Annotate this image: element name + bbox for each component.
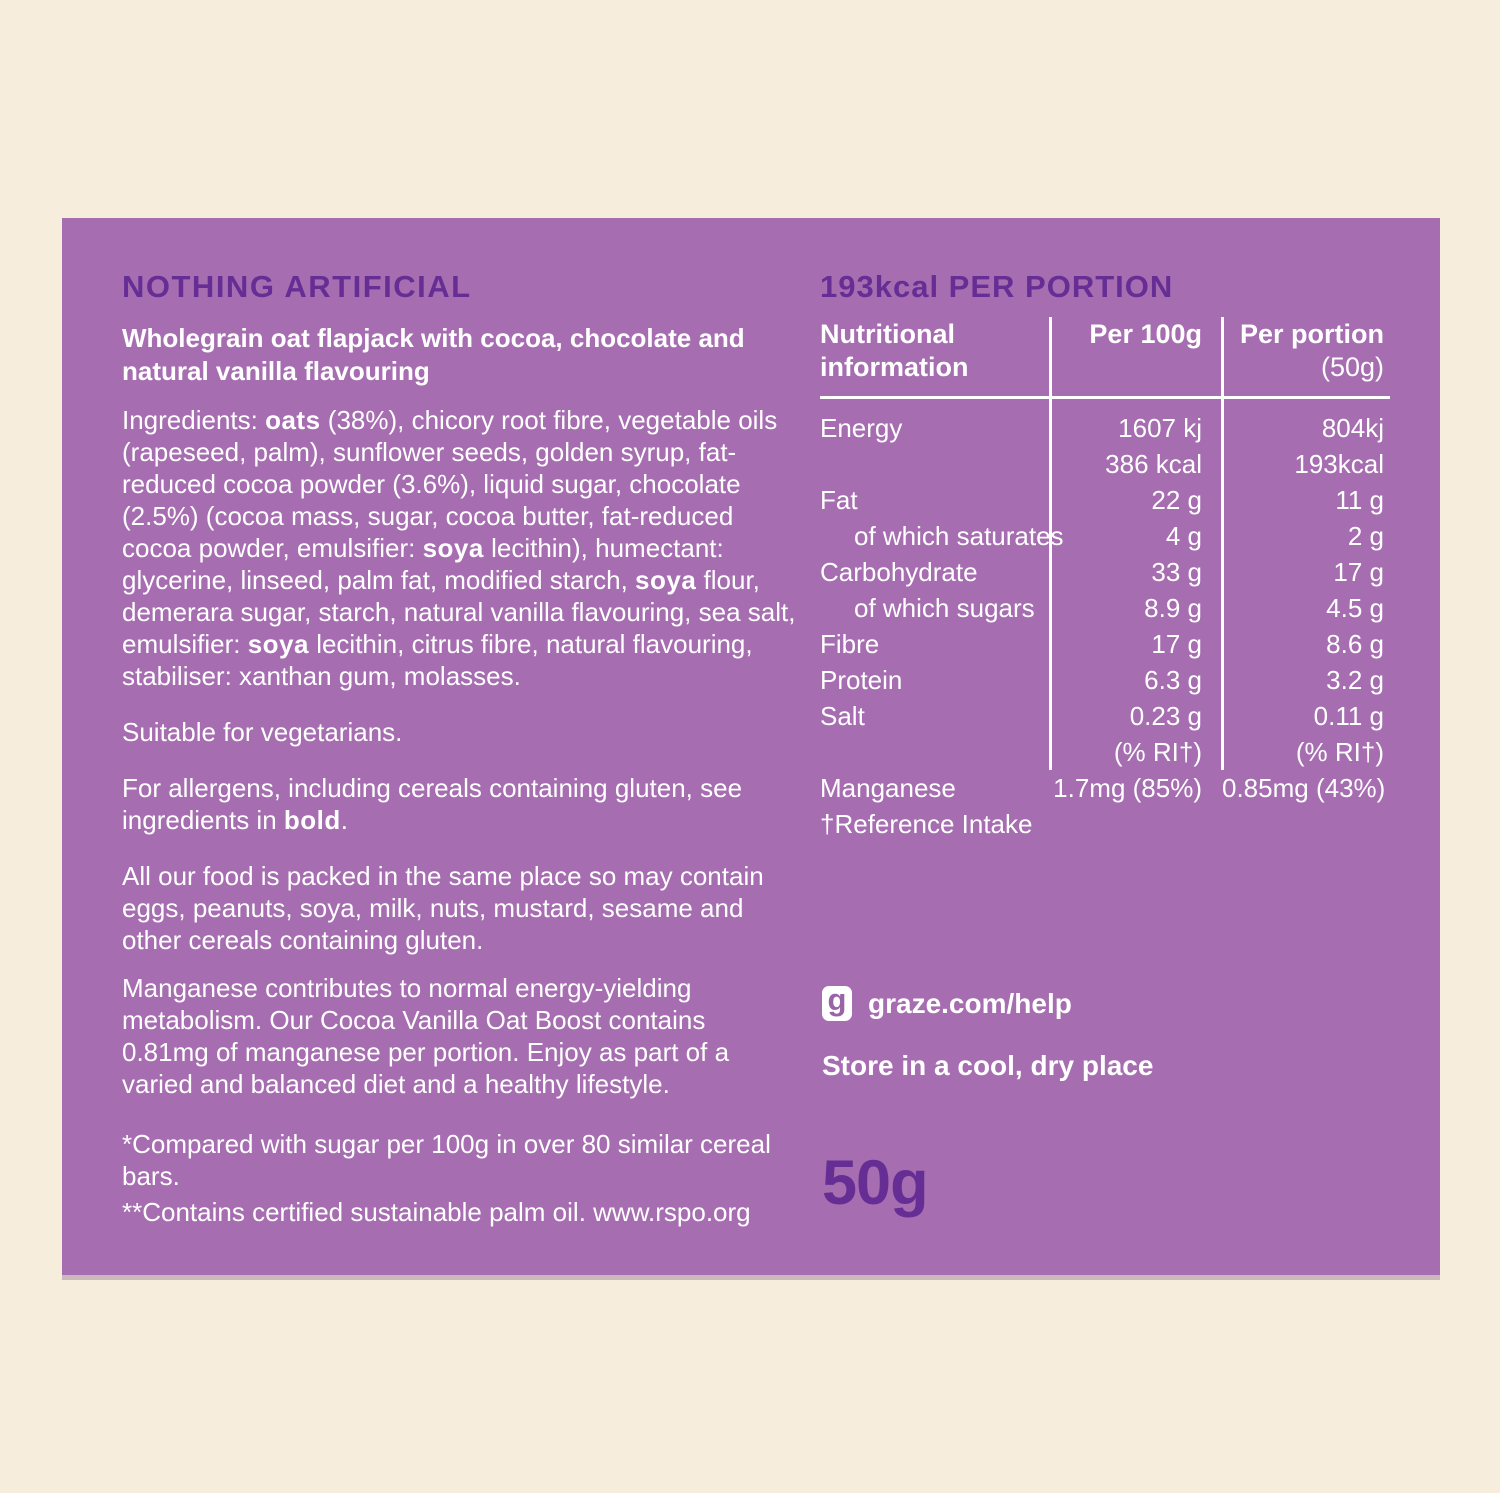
graze-logo-icon: g xyxy=(822,986,852,1021)
footnote-palm-oil: **Contains certified sustainable palm oil. www.rspo.org xyxy=(122,1197,751,1227)
column-header-nutritional-information: Nutritional information xyxy=(820,319,969,382)
value-per-portion: 0.85mg (43%) xyxy=(1222,773,1386,803)
left-column xyxy=(122,270,798,1228)
purple-info-panel xyxy=(62,218,1440,1275)
value-per-portion: 0.11 g xyxy=(1313,701,1384,731)
allergen-segment: For allergens, including cereals containing gluten, see ingredients in xyxy=(122,773,743,835)
nutrition-table-header xyxy=(820,318,1390,384)
nothing-artificial-heading: NOTHING ARTIFICIAL xyxy=(122,269,472,304)
value-per-100g: 1607 kj xyxy=(1118,413,1202,443)
footnote-sugar: *Compared with sugar per 100g in over 80 similar cereal bars. xyxy=(122,1129,771,1191)
ingredients-segment: lecithin), humectant: glycerine, linseed, palm fat, modified starch, xyxy=(122,533,724,595)
value-per-portion: 3.2 g xyxy=(1326,665,1384,695)
value-per-100g: (% RI†) xyxy=(1113,737,1202,767)
allergen-note xyxy=(122,772,798,836)
value-per-portion xyxy=(1222,806,1390,842)
manganese-note: Manganese contributes to normal energy-yielding metabolism. Our Cocoa Vanilla Oat Boost contains 0.81mg of manganese per portion. Enjoy as part of a varied and balanced diet and a healthy lifestyle. xyxy=(122,973,730,1099)
value-per-portion: 17 g xyxy=(1333,557,1384,587)
table-header-rule xyxy=(820,396,1390,399)
help-url-text: graze.com/help xyxy=(868,987,1072,1019)
nutrient-label: †Reference Intake xyxy=(820,809,1033,839)
column-header-per-portion xyxy=(1222,318,1390,384)
kcal-per-portion-heading: 193kcal PER PORTION xyxy=(820,269,1174,304)
allergen-bold-soya: soya xyxy=(247,629,309,659)
nutrient-label: of which saturates xyxy=(854,521,1064,551)
nutrient-label: Energy xyxy=(820,413,903,443)
value-per-100g: 22 g xyxy=(1151,485,1202,515)
value-per-100g: 33 g xyxy=(1151,557,1202,587)
nutrient-label xyxy=(820,446,1050,482)
value-per-100g: 6.3 g xyxy=(1144,665,1202,695)
packed-note: All our food is packed in the same place so may contain eggs, peanuts, soya, milk, nuts, mustard, sesame and other cereals containing gluten. xyxy=(122,861,764,955)
nutrient-label: Salt xyxy=(820,701,865,731)
net-weight: 50g xyxy=(822,1148,928,1218)
storage-note: Store in a cool, dry place xyxy=(822,1050,1154,1081)
value-per-100g: 1.7mg (85%) xyxy=(1053,773,1202,803)
nutrient-label: Manganese xyxy=(820,773,956,803)
ingredients-paragraph xyxy=(122,404,798,692)
allergen-bold-soya: soya xyxy=(422,533,484,563)
nutrition-table xyxy=(820,410,1390,842)
vegetarian-note: Suitable for vegetarians. xyxy=(122,717,403,747)
nutrient-label: Fibre xyxy=(820,629,880,659)
help-row xyxy=(822,981,1072,1021)
ingredients-segment: lecithin, citrus fibre, natural flavouring, stabiliser: xanthan gum, molasses. xyxy=(122,629,753,691)
ingredients-segment: Ingredients: xyxy=(122,405,266,435)
nutrient-label: Fat xyxy=(820,485,858,515)
ingredients-segment: (38%), chicory root fibre, vegetable oils (rapeseed, palm), sunflower seeds, golden syrup, fat-reduced cocoa powder (3.6%), liquid sugar, chocolate (2.5%) (cocoa mass, sugar, cocoa butter, fat-reduced cocoa powder, emulsifier: xyxy=(122,405,778,563)
value-per-100g: 8.9 g xyxy=(1144,593,1202,623)
value-per-portion: 11 g xyxy=(1335,485,1384,515)
value-per-100g: 386 kcal xyxy=(1105,449,1202,479)
nutrient-label: of which sugars xyxy=(854,593,1035,623)
value-per-portion: 193kcal xyxy=(1294,449,1384,479)
right-column xyxy=(820,270,1392,1230)
value-per-100g: 0.23 g xyxy=(1129,701,1202,731)
nutrient-label xyxy=(820,734,1050,770)
value-per-100g: 4 g xyxy=(1165,521,1202,551)
nutrient-label: Carbohydrate xyxy=(820,557,978,587)
value-per-portion: 804kj xyxy=(1321,413,1384,443)
value-per-100g: 17 g xyxy=(1151,629,1202,659)
allergen-bold-word: bold xyxy=(283,805,341,835)
nutrient-label: Protein xyxy=(820,665,903,695)
value-per-portion: 2 g xyxy=(1347,521,1384,551)
value-per-portion: (% RI†) xyxy=(1295,737,1384,767)
allergen-bold-soya: soya xyxy=(635,565,697,595)
value-per-portion: 8.6 g xyxy=(1326,629,1384,659)
per-portion-label: Per portion xyxy=(1239,319,1384,349)
allergen-bold-oats: oats xyxy=(265,405,321,435)
column-header-per-100g: Per 100g xyxy=(1089,319,1202,349)
product-description: Wholegrain oat flapjack with cocoa, chocolate and natural vanilla flavouring xyxy=(122,323,745,386)
per-portion-sub-label: (50g) xyxy=(1320,352,1384,382)
ingredients-segment: flour, demerara sugar, starch, natural vanilla flavouring, sea salt, emulsifier: xyxy=(122,565,796,659)
value-per-portion: 4.5 g xyxy=(1326,593,1384,623)
value-per-100g xyxy=(1050,806,1222,842)
allergen-segment: . xyxy=(340,805,348,835)
